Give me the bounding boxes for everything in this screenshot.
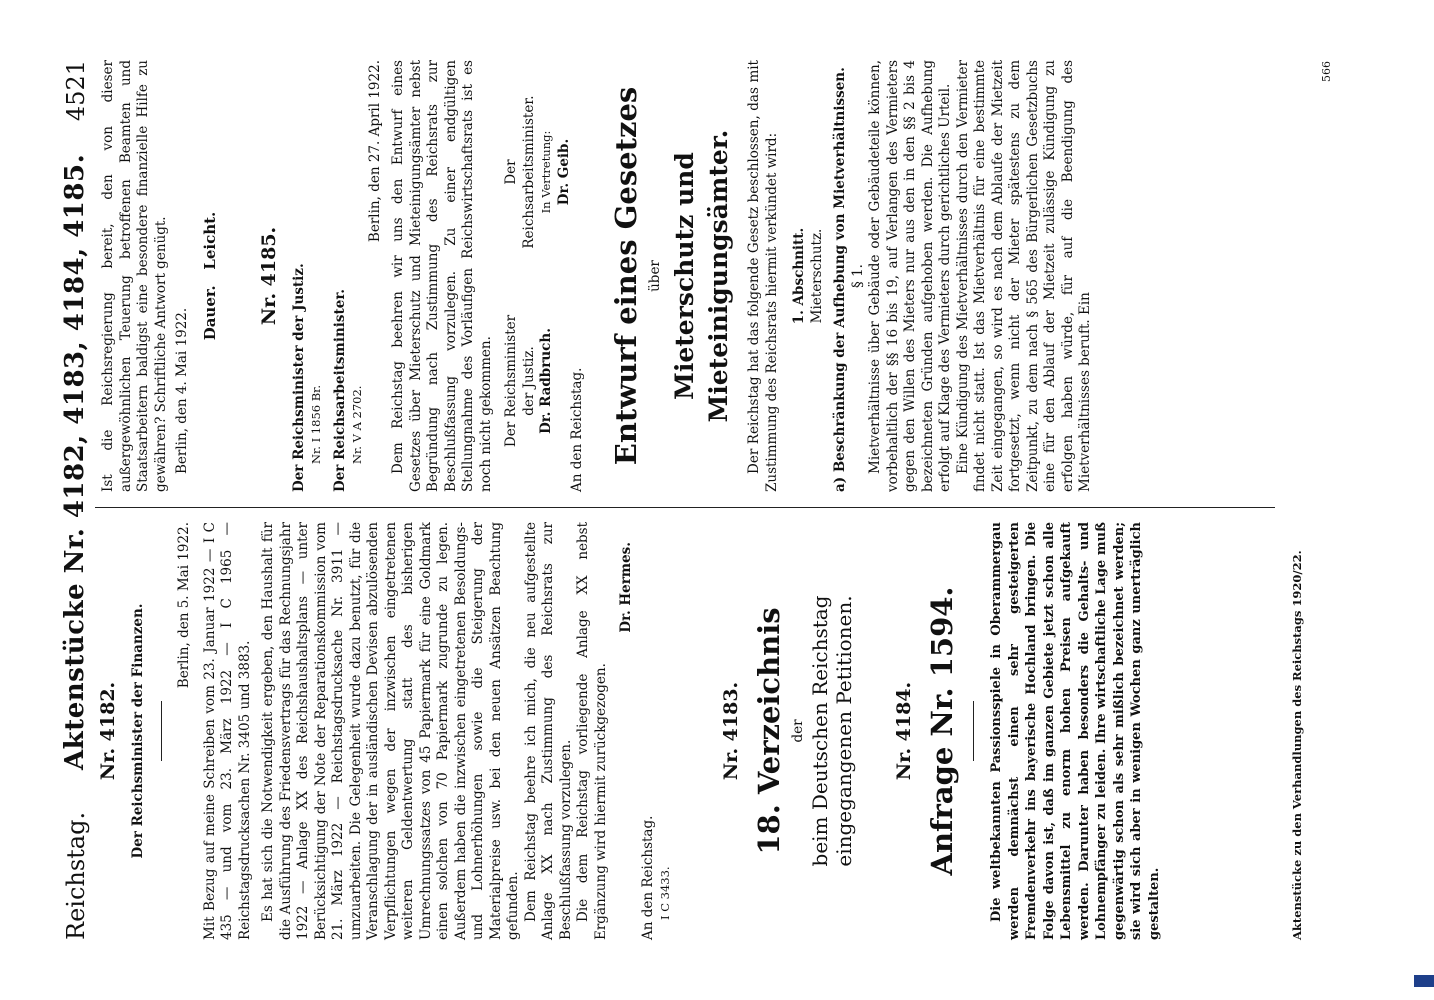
signature-right [503,82,573,262]
body-paragraph: Die dem Reichstag vorliegende Anlage XX nebst Ergänzung wird hiermit zurückgezogen. [575,522,609,940]
draft-subject: Mieterschutz und Mieteinigungsämter. [670,129,733,423]
date-line: Berlin, den 4. Mai 1922. [174,307,190,474]
body-paragraph: Der Reichstag hat das folgende Gesetz beschlossen, das mit Zustimmung des Reichsrats hiermit verkündet wird: [746,60,780,492]
body-paragraph: Es hat sich die Notwendigkeit ergeben, den Haushalt für die Ausführung des Friedensvertrags für das Rechnungsjahr 1922 — Anlage XX des Reichshaushaltsplans — unter Berücksichtigung der Note der Reparationskommission vom 21. März 1922 — Reichstagsdrucksache Nr. 3911 — umzuarbeiten. Die Gelegenheit wurde dazu benutzt, für die Veranschlagung der in ausländischen Devisen abzulösenden Verpflichtungen wegen der inzwischen eingetretenen weiteren Geldentwertung statt des bisherigen Umrechnungssatzes von 45 Papiermark für eine Goldmark einen solchen von 70 Papiermark zugrunde zu legen. Außerdem haben die inzwischen eingetretenen Besoldungs- und Lohnerhöhungen sowie die Steigerung der Materialpreise usw. bei den neuen Ansätzen Beachtung gefunden. [260,522,521,940]
body-paragraph: Eine Kündigung des Mietverhältnisses durch den Vermieter findet nicht statt. Ist das Mietverhältnis für eine bestimmte Zeit eingegangen, so wird es nach dem Ablaufe der Mietzeit fortgesetzt, wenn nicht der Mieter spätestens zu dem Zeitpunkt, zu dem nach § 565 des Bürgerlichen Gesetzbuchs eine für den Ablauf der Mietzeit zulässige Kündigung zu erfolgen haben würde, für auf die Beendigung des Mietverhältnisses beruft. Ein [954,60,1093,492]
addressee: An den Reichstag. [569,367,585,492]
reference-code: Nr. I 1856 Br. [309,384,323,464]
body-paragraph: Mietverhältnisse über Gebäude oder Gebäudeteile können, vorbehaltlich der §§ 16 bis 19, auf Verlangen des Vermieters gegen den Willen des Mieters nur aus den in den §§ 2 bis 4 bezeichneten Gründen aufgehoben werden. Die Aufhebung erfolgt auf Klage des Vermieters durch gerichtliches Urteil. [867,60,953,492]
body-paragraph: Ist die Reichsregierung bereit, den von dieser außergewöhnlichen Teuerung betroffenen Beamten und Staatsarbeitern baldigst eine besondere finanzielle Hilfe zu gewähren? Schriftliche Antwort genügt. [100,60,169,492]
signer-title: der Justiz. [520,346,537,416]
header-title: Aktenstücke Nr. 4182, 4183, 4184, 4185. [60,153,90,770]
left-column [97,522,1163,940]
date-line: Berlin, den 27. April 1922. [366,60,383,243]
divider [161,701,162,761]
reference-code: I C 3433. [658,866,672,920]
reference-code: Nr. V A 2702. [350,385,364,464]
right-column [100,60,1095,492]
column-divider [95,507,1275,508]
signature: Dauer. Leicht. [200,211,219,341]
section-title: Anfrage Nr. 1594. [925,586,959,876]
date-line: Berlin, den 5. Mai 1922. [176,522,192,689]
body-paragraph: Dem Reichstag beehre ich mich, die neu aufgestellte Anlage XX nach Zustimmung des Reichsrats zur Beschlußfassung vorzulegen. [522,522,574,940]
draft-title: Entwurf eines Gesetzes [608,86,643,466]
section-heading: 1. Abschnitt. [791,227,807,325]
sender: Der Reichsarbeitsminister. [331,289,348,492]
paragraph-number: § 1. [849,264,866,288]
body-paragraph: Die weltbekannten Passionsspiele in Oberammergau werden demnächst einen sehr gesteigerten Fremdenverkehr ins bayerische Hochland bringen. Die Folge davon ist, daß im ganzen Gebiete jetzt schon alle Lebensmittel zu enorm hohen Preisen aufgekauft werden. Darunter haben besonders die Gehalts- und Lohnempfänger zu leiden. Ihre wirtschaftliche Lage muß gegenwärtig schon als sehr mißlich bezeichnet werden; sie wird sich aber in wenigen Wochen ganz unerträglich gestalten. [989,522,1162,940]
connector-word: über [646,260,663,292]
signature-left [503,306,556,456]
signature-block [503,60,572,492]
sender: Der Reichsminister der Justiz. [290,263,307,492]
sender: Der Reichsminister der Finanzen. [129,603,146,859]
signature: Dr. Hermes. [618,542,634,633]
signer-name: Dr. Geib. [555,138,572,206]
signer-name: Dr. Radbruch. [538,328,554,434]
section-subtitle: beim Deutschen Reichstag eingegangenen Petitionen. [807,595,856,867]
heading-nr-4184: Nr. 4184. [892,681,915,781]
connector-word: der [790,719,806,743]
subsection-heading: a) Beschränkung der Aufhebung von Mietverhältnissen. [832,67,848,492]
divider [973,701,974,761]
page-mark: 566 [1320,61,1333,82]
reference-line: Mit Bezug auf meine Schreiben vom 23. Januar 1922 — I C 435 — und vom 23. März 1922 — I C 1965 — Reichstagsdrucksachen Nr. 3405 und 3883. [201,522,253,940]
signer-title: Der Reichsarbeitsminister. [503,95,537,249]
page-number: 4521 [62,60,90,122]
footnote: Aktenstücke zu den Verhandlungen des Reichstags 1920/22. [1290,550,1304,940]
addressee: An den Reichstag. [639,815,656,940]
dfg-logo [1414,975,1434,987]
page-header [62,60,92,940]
heading-nr-4185: Nr. 4185. [258,226,280,326]
section-name: Mieterschutz. [808,228,825,324]
side-credit [1420,6,1434,991]
heading-nr-4183: Nr. 4183. [719,681,742,781]
header-left: Reichstag. [62,811,90,940]
body-paragraph: Dem Reichstag beehren wir uns den Entwurf eines Gesetzes über Mieterschutz und Mieteinigungsämter nebst Begründung nach Zustimmung des Reichsrats zur Beschlußfassung vorzulegen. Zu einer endgültigen Stellungnahme des Vorläufigen Reichswirtschaftsrats ist es noch nicht gekommen. [390,60,494,492]
heading-nr-4182: Nr. 4182. [97,681,119,781]
section-title: 18. Verzeichnis [752,607,786,855]
signer-title: Der Reichsminister [503,314,519,448]
signer-note: In Vertretung: [539,130,553,214]
